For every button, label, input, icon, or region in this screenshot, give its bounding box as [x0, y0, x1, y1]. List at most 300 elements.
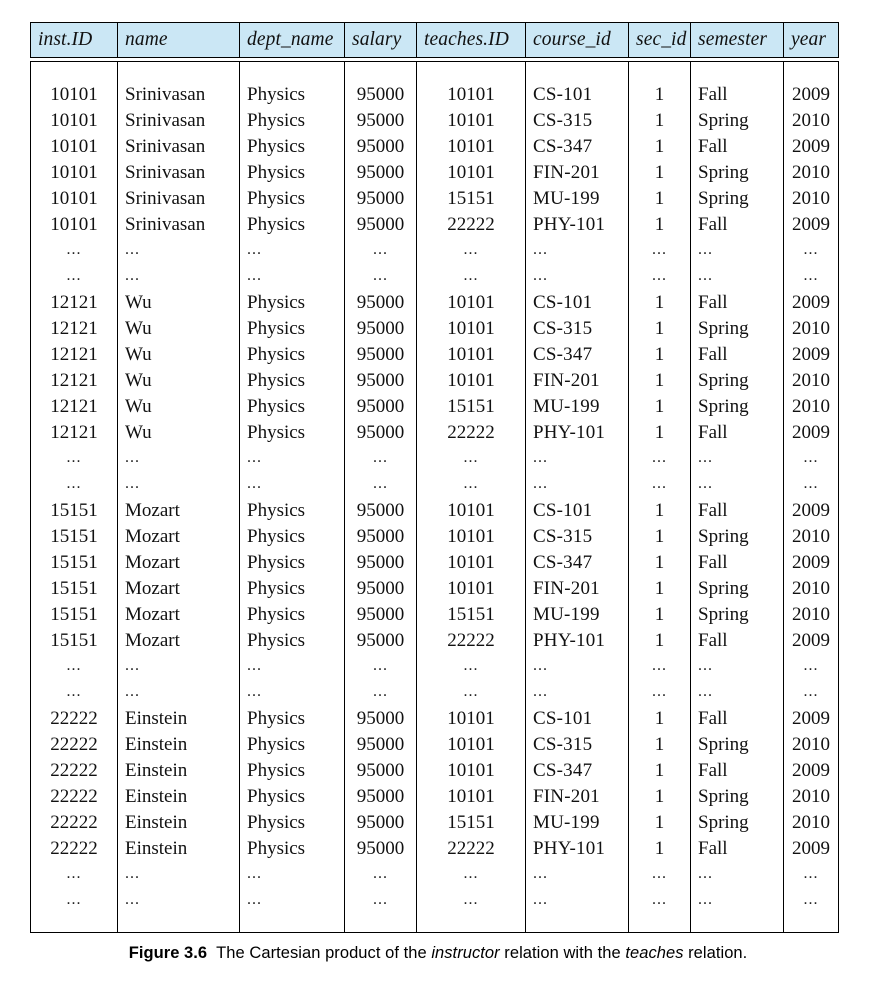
cell-semester: Spring [691, 601, 784, 627]
cell-name: Mozart [118, 497, 240, 523]
cell-sec_id: 1 [629, 731, 691, 757]
pad-cell-semester [691, 913, 784, 933]
cell-teaches_id: 10101 [417, 107, 526, 133]
table-header [31, 23, 839, 58]
cell-teaches_id: 15151 [417, 393, 526, 419]
ellipsis-cell-salary: ... [345, 237, 417, 263]
cell-sec_id: 1 [629, 341, 691, 367]
cell-inst_id: 10101 [31, 133, 118, 159]
column-header-salary: salary [345, 23, 417, 58]
cell-year: 2009 [784, 757, 839, 783]
ellipsis-cell-teaches_id: ... [417, 445, 526, 471]
table-ellipsis-row [31, 653, 839, 679]
cell-name: Einstein [118, 731, 240, 757]
ellipsis-cell-inst_id: ... [31, 679, 118, 705]
pad-cell-dept_name [240, 913, 345, 933]
cell-dept_name: Physics [240, 81, 345, 107]
table-row [31, 835, 839, 861]
cell-name: Srinivasan [118, 107, 240, 133]
cell-semester: Fall [691, 81, 784, 107]
cell-year: 2009 [784, 341, 839, 367]
cell-course_id: CS-347 [526, 549, 629, 575]
cell-year: 2009 [784, 627, 839, 653]
table-body [31, 58, 839, 933]
table-row [31, 81, 839, 107]
cell-semester: Fall [691, 497, 784, 523]
cell-course_id: PHY-101 [526, 211, 629, 237]
ellipsis-cell-dept_name: ... [240, 679, 345, 705]
ellipsis-cell-year: ... [784, 471, 839, 497]
ellipsis-cell-teaches_id: ... [417, 887, 526, 913]
cell-dept_name: Physics [240, 393, 345, 419]
cell-inst_id: 12121 [31, 419, 118, 445]
table-row [31, 393, 839, 419]
cell-teaches_id: 10101 [417, 341, 526, 367]
pad-cell-teaches_id [417, 913, 526, 933]
cell-inst_id: 22222 [31, 835, 118, 861]
cell-year: 2010 [784, 731, 839, 757]
cell-salary: 95000 [345, 705, 417, 731]
cell-teaches_id: 10101 [417, 367, 526, 393]
ellipsis-cell-sec_id: ... [629, 679, 691, 705]
table-ellipsis-row [31, 887, 839, 913]
cell-salary: 95000 [345, 211, 417, 237]
pad-cell-inst_id [31, 913, 118, 933]
cell-dept_name: Physics [240, 185, 345, 211]
table-ellipsis-row [31, 237, 839, 263]
cell-course_id: CS-347 [526, 133, 629, 159]
cell-semester: Fall [691, 289, 784, 315]
cell-inst_id: 22222 [31, 809, 118, 835]
cell-inst_id: 15151 [31, 549, 118, 575]
pad-cell-salary [345, 62, 417, 82]
column-header-sec_id: sec_id [629, 23, 691, 58]
table-row [31, 497, 839, 523]
ellipsis-cell-sec_id: ... [629, 861, 691, 887]
cell-name: Einstein [118, 783, 240, 809]
cell-name: Wu [118, 367, 240, 393]
ellipsis-cell-salary: ... [345, 887, 417, 913]
cell-year: 2010 [784, 185, 839, 211]
ellipsis-cell-teaches_id: ... [417, 653, 526, 679]
table-row [31, 185, 839, 211]
cell-course_id: FIN-201 [526, 367, 629, 393]
cell-salary: 95000 [345, 783, 417, 809]
cell-dept_name: Physics [240, 757, 345, 783]
cell-teaches_id: 22222 [417, 211, 526, 237]
pad-cell-year [784, 913, 839, 933]
cell-name: Mozart [118, 575, 240, 601]
cell-inst_id: 10101 [31, 211, 118, 237]
caption-text-3: relation. [683, 944, 748, 962]
cell-sec_id: 1 [629, 809, 691, 835]
figure-caption [0, 944, 876, 963]
table-row [31, 757, 839, 783]
ellipsis-cell-inst_id: ... [31, 471, 118, 497]
cell-year: 2009 [784, 835, 839, 861]
cell-semester: Fall [691, 757, 784, 783]
cell-name: Srinivasan [118, 211, 240, 237]
table-header-row [31, 23, 839, 58]
pad-cell-course_id [526, 913, 629, 933]
cell-year: 2010 [784, 601, 839, 627]
cell-inst_id: 15151 [31, 601, 118, 627]
cell-year: 2009 [784, 549, 839, 575]
ellipsis-cell-name: ... [118, 471, 240, 497]
cell-salary: 95000 [345, 107, 417, 133]
cell-sec_id: 1 [629, 367, 691, 393]
cell-course_id: PHY-101 [526, 627, 629, 653]
cell-semester: Fall [691, 835, 784, 861]
cell-course_id: FIN-201 [526, 575, 629, 601]
cell-dept_name: Physics [240, 705, 345, 731]
cell-dept_name: Physics [240, 575, 345, 601]
cell-dept_name: Physics [240, 107, 345, 133]
cell-name: Wu [118, 393, 240, 419]
cell-course_id: FIN-201 [526, 159, 629, 185]
cell-salary: 95000 [345, 575, 417, 601]
cell-name: Wu [118, 341, 240, 367]
cell-course_id: FIN-201 [526, 783, 629, 809]
cell-sec_id: 1 [629, 783, 691, 809]
pad-cell-salary [345, 913, 417, 933]
cell-year: 2009 [784, 497, 839, 523]
cell-name: Einstein [118, 835, 240, 861]
pad-cell-sec_id [629, 913, 691, 933]
caption-relation-instructor: instructor [431, 944, 500, 962]
cell-name: Srinivasan [118, 159, 240, 185]
column-header-inst_id: inst.ID [31, 23, 118, 58]
pad-cell-sec_id [629, 62, 691, 82]
cell-sec_id: 1 [629, 575, 691, 601]
cell-sec_id: 1 [629, 601, 691, 627]
ellipsis-cell-dept_name: ... [240, 887, 345, 913]
cell-course_id: PHY-101 [526, 835, 629, 861]
ellipsis-cell-course_id: ... [526, 263, 629, 289]
cell-semester: Fall [691, 627, 784, 653]
cell-dept_name: Physics [240, 835, 345, 861]
cell-dept_name: Physics [240, 133, 345, 159]
cell-year: 2009 [784, 419, 839, 445]
cell-name: Wu [118, 419, 240, 445]
cell-course_id: CS-347 [526, 341, 629, 367]
cell-teaches_id: 10101 [417, 315, 526, 341]
cell-teaches_id: 10101 [417, 81, 526, 107]
cell-semester: Fall [691, 133, 784, 159]
cell-teaches_id: 10101 [417, 575, 526, 601]
cell-semester: Fall [691, 705, 784, 731]
ellipsis-cell-course_id: ... [526, 653, 629, 679]
table-row [31, 809, 839, 835]
cell-salary: 95000 [345, 393, 417, 419]
table-row [31, 731, 839, 757]
cell-semester: Spring [691, 523, 784, 549]
cell-course_id: CS-315 [526, 731, 629, 757]
cell-dept_name: Physics [240, 341, 345, 367]
cell-name: Einstein [118, 705, 240, 731]
ellipsis-cell-sec_id: ... [629, 471, 691, 497]
ellipsis-cell-year: ... [784, 679, 839, 705]
cell-semester: Spring [691, 107, 784, 133]
cell-dept_name: Physics [240, 783, 345, 809]
cell-semester: Spring [691, 393, 784, 419]
cell-teaches_id: 10101 [417, 133, 526, 159]
cell-year: 2009 [784, 81, 839, 107]
cell-inst_id: 12121 [31, 367, 118, 393]
cell-name: Einstein [118, 809, 240, 835]
pad-cell-dept_name [240, 62, 345, 82]
cell-semester: Fall [691, 341, 784, 367]
cell-salary: 95000 [345, 549, 417, 575]
ellipsis-cell-teaches_id: ... [417, 237, 526, 263]
table-ellipsis-row [31, 861, 839, 887]
ellipsis-cell-year: ... [784, 887, 839, 913]
cell-name: Wu [118, 289, 240, 315]
cell-year: 2010 [784, 393, 839, 419]
ellipsis-cell-dept_name: ... [240, 653, 345, 679]
cell-year: 2009 [784, 289, 839, 315]
ellipsis-cell-inst_id: ... [31, 887, 118, 913]
cell-salary: 95000 [345, 185, 417, 211]
cell-salary: 95000 [345, 497, 417, 523]
cell-year: 2010 [784, 367, 839, 393]
cell-name: Mozart [118, 627, 240, 653]
ellipsis-cell-year: ... [784, 861, 839, 887]
cell-year: 2010 [784, 107, 839, 133]
cell-name: Srinivasan [118, 133, 240, 159]
ellipsis-cell-salary: ... [345, 679, 417, 705]
cell-teaches_id: 10101 [417, 159, 526, 185]
ellipsis-cell-semester: ... [691, 861, 784, 887]
cell-salary: 95000 [345, 159, 417, 185]
cell-teaches_id: 10101 [417, 549, 526, 575]
ellipsis-cell-inst_id: ... [31, 445, 118, 471]
cell-course_id: PHY-101 [526, 419, 629, 445]
cell-course_id: CS-101 [526, 497, 629, 523]
ellipsis-cell-name: ... [118, 237, 240, 263]
cell-dept_name: Physics [240, 497, 345, 523]
cell-inst_id: 10101 [31, 185, 118, 211]
ellipsis-cell-year: ... [784, 263, 839, 289]
cell-name: Srinivasan [118, 185, 240, 211]
cell-teaches_id: 22222 [417, 419, 526, 445]
pad-cell-year [784, 62, 839, 82]
ellipsis-cell-sec_id: ... [629, 263, 691, 289]
cell-salary: 95000 [345, 419, 417, 445]
ellipsis-cell-sec_id: ... [629, 237, 691, 263]
cell-dept_name: Physics [240, 419, 345, 445]
cell-sec_id: 1 [629, 757, 691, 783]
ellipsis-cell-name: ... [118, 861, 240, 887]
cell-salary: 95000 [345, 731, 417, 757]
ellipsis-cell-dept_name: ... [240, 471, 345, 497]
cell-teaches_id: 15151 [417, 809, 526, 835]
ellipsis-cell-course_id: ... [526, 679, 629, 705]
table-row [31, 341, 839, 367]
cell-inst_id: 22222 [31, 757, 118, 783]
cell-sec_id: 1 [629, 523, 691, 549]
pad-cell-inst_id [31, 62, 118, 82]
cell-dept_name: Physics [240, 315, 345, 341]
table-row [31, 783, 839, 809]
ellipsis-cell-semester: ... [691, 471, 784, 497]
cell-teaches_id: 10101 [417, 731, 526, 757]
cell-salary: 95000 [345, 81, 417, 107]
ellipsis-cell-inst_id: ... [31, 653, 118, 679]
cell-inst_id: 15151 [31, 497, 118, 523]
cell-teaches_id: 10101 [417, 497, 526, 523]
table-row [31, 159, 839, 185]
cell-dept_name: Physics [240, 601, 345, 627]
caption-text-2: relation with the [499, 944, 626, 962]
ellipsis-cell-sec_id: ... [629, 445, 691, 471]
cartesian-product-table [30, 22, 839, 933]
column-header-course_id: course_id [526, 23, 629, 58]
cell-dept_name: Physics [240, 523, 345, 549]
ellipsis-cell-dept_name: ... [240, 861, 345, 887]
cell-course_id: CS-315 [526, 523, 629, 549]
column-header-name: name [118, 23, 240, 58]
caption-label: Figure 3.6 [128, 944, 208, 962]
ellipsis-cell-name: ... [118, 653, 240, 679]
cell-inst_id: 12121 [31, 341, 118, 367]
cell-year: 2009 [784, 133, 839, 159]
cell-year: 2010 [784, 575, 839, 601]
ellipsis-cell-year: ... [784, 237, 839, 263]
pad-cell-name [118, 913, 240, 933]
cell-course_id: CS-101 [526, 81, 629, 107]
cell-course_id: MU-199 [526, 185, 629, 211]
cell-salary: 95000 [345, 757, 417, 783]
cell-sec_id: 1 [629, 419, 691, 445]
cell-semester: Fall [691, 419, 784, 445]
table-row [31, 133, 839, 159]
cell-salary: 95000 [345, 315, 417, 341]
cell-sec_id: 1 [629, 627, 691, 653]
ellipsis-cell-salary: ... [345, 653, 417, 679]
table-ellipsis-row [31, 679, 839, 705]
cell-inst_id: 15151 [31, 523, 118, 549]
ellipsis-cell-dept_name: ... [240, 263, 345, 289]
table-row [31, 549, 839, 575]
column-header-teaches_id: teaches.ID [417, 23, 526, 58]
column-header-year: year [784, 23, 839, 58]
cell-teaches_id: 10101 [417, 523, 526, 549]
table-row [31, 575, 839, 601]
cell-semester: Spring [691, 783, 784, 809]
ellipsis-cell-course_id: ... [526, 861, 629, 887]
ellipsis-cell-inst_id: ... [31, 263, 118, 289]
cell-name: Wu [118, 315, 240, 341]
cell-name: Srinivasan [118, 81, 240, 107]
cell-course_id: MU-199 [526, 601, 629, 627]
cell-sec_id: 1 [629, 185, 691, 211]
cell-inst_id: 22222 [31, 783, 118, 809]
cell-dept_name: Physics [240, 211, 345, 237]
table-row [31, 523, 839, 549]
ellipsis-cell-course_id: ... [526, 887, 629, 913]
cell-course_id: CS-101 [526, 289, 629, 315]
ellipsis-cell-semester: ... [691, 263, 784, 289]
cell-sec_id: 1 [629, 549, 691, 575]
ellipsis-cell-teaches_id: ... [417, 861, 526, 887]
cell-teaches_id: 10101 [417, 289, 526, 315]
cell-salary: 95000 [345, 341, 417, 367]
pad-cell-name [118, 62, 240, 82]
cell-sec_id: 1 [629, 705, 691, 731]
table-row [31, 601, 839, 627]
cell-dept_name: Physics [240, 627, 345, 653]
table-pad-row [31, 913, 839, 933]
cell-dept_name: Physics [240, 289, 345, 315]
column-header-dept_name: dept_name [240, 23, 345, 58]
cell-inst_id: 10101 [31, 159, 118, 185]
cell-inst_id: 12121 [31, 393, 118, 419]
cell-sec_id: 1 [629, 81, 691, 107]
ellipsis-cell-semester: ... [691, 445, 784, 471]
ellipsis-cell-dept_name: ... [240, 237, 345, 263]
table-row [31, 705, 839, 731]
ellipsis-cell-semester: ... [691, 887, 784, 913]
cell-course_id: CS-315 [526, 107, 629, 133]
cell-year: 2010 [784, 159, 839, 185]
ellipsis-cell-dept_name: ... [240, 445, 345, 471]
ellipsis-cell-teaches_id: ... [417, 679, 526, 705]
ellipsis-cell-teaches_id: ... [417, 263, 526, 289]
ellipsis-cell-semester: ... [691, 653, 784, 679]
table-row [31, 419, 839, 445]
cell-teaches_id: 10101 [417, 783, 526, 809]
cell-salary: 95000 [345, 289, 417, 315]
cell-sec_id: 1 [629, 159, 691, 185]
cell-semester: Spring [691, 185, 784, 211]
cell-teaches_id: 15151 [417, 601, 526, 627]
cell-year: 2010 [784, 783, 839, 809]
table-pad-row [31, 62, 839, 82]
table-row [31, 289, 839, 315]
cell-name: Einstein [118, 757, 240, 783]
cell-course_id: MU-199 [526, 393, 629, 419]
cell-salary: 95000 [345, 627, 417, 653]
cell-inst_id: 22222 [31, 731, 118, 757]
cell-inst_id: 10101 [31, 81, 118, 107]
cell-dept_name: Physics [240, 549, 345, 575]
cell-inst_id: 10101 [31, 107, 118, 133]
cell-sec_id: 1 [629, 497, 691, 523]
cell-semester: Spring [691, 809, 784, 835]
cell-inst_id: 15151 [31, 627, 118, 653]
cell-course_id: CS-315 [526, 315, 629, 341]
cell-sec_id: 1 [629, 133, 691, 159]
table-row [31, 315, 839, 341]
cell-sec_id: 1 [629, 393, 691, 419]
ellipsis-cell-course_id: ... [526, 445, 629, 471]
cell-course_id: MU-199 [526, 809, 629, 835]
ellipsis-cell-year: ... [784, 653, 839, 679]
ellipsis-cell-name: ... [118, 263, 240, 289]
cell-semester: Spring [691, 731, 784, 757]
ellipsis-cell-semester: ... [691, 679, 784, 705]
cell-salary: 95000 [345, 133, 417, 159]
cell-inst_id: 22222 [31, 705, 118, 731]
cell-year: 2009 [784, 705, 839, 731]
table-ellipsis-row [31, 445, 839, 471]
cell-sec_id: 1 [629, 107, 691, 133]
cell-inst_id: 12121 [31, 315, 118, 341]
cell-semester: Spring [691, 367, 784, 393]
ellipsis-cell-salary: ... [345, 471, 417, 497]
cell-dept_name: Physics [240, 367, 345, 393]
